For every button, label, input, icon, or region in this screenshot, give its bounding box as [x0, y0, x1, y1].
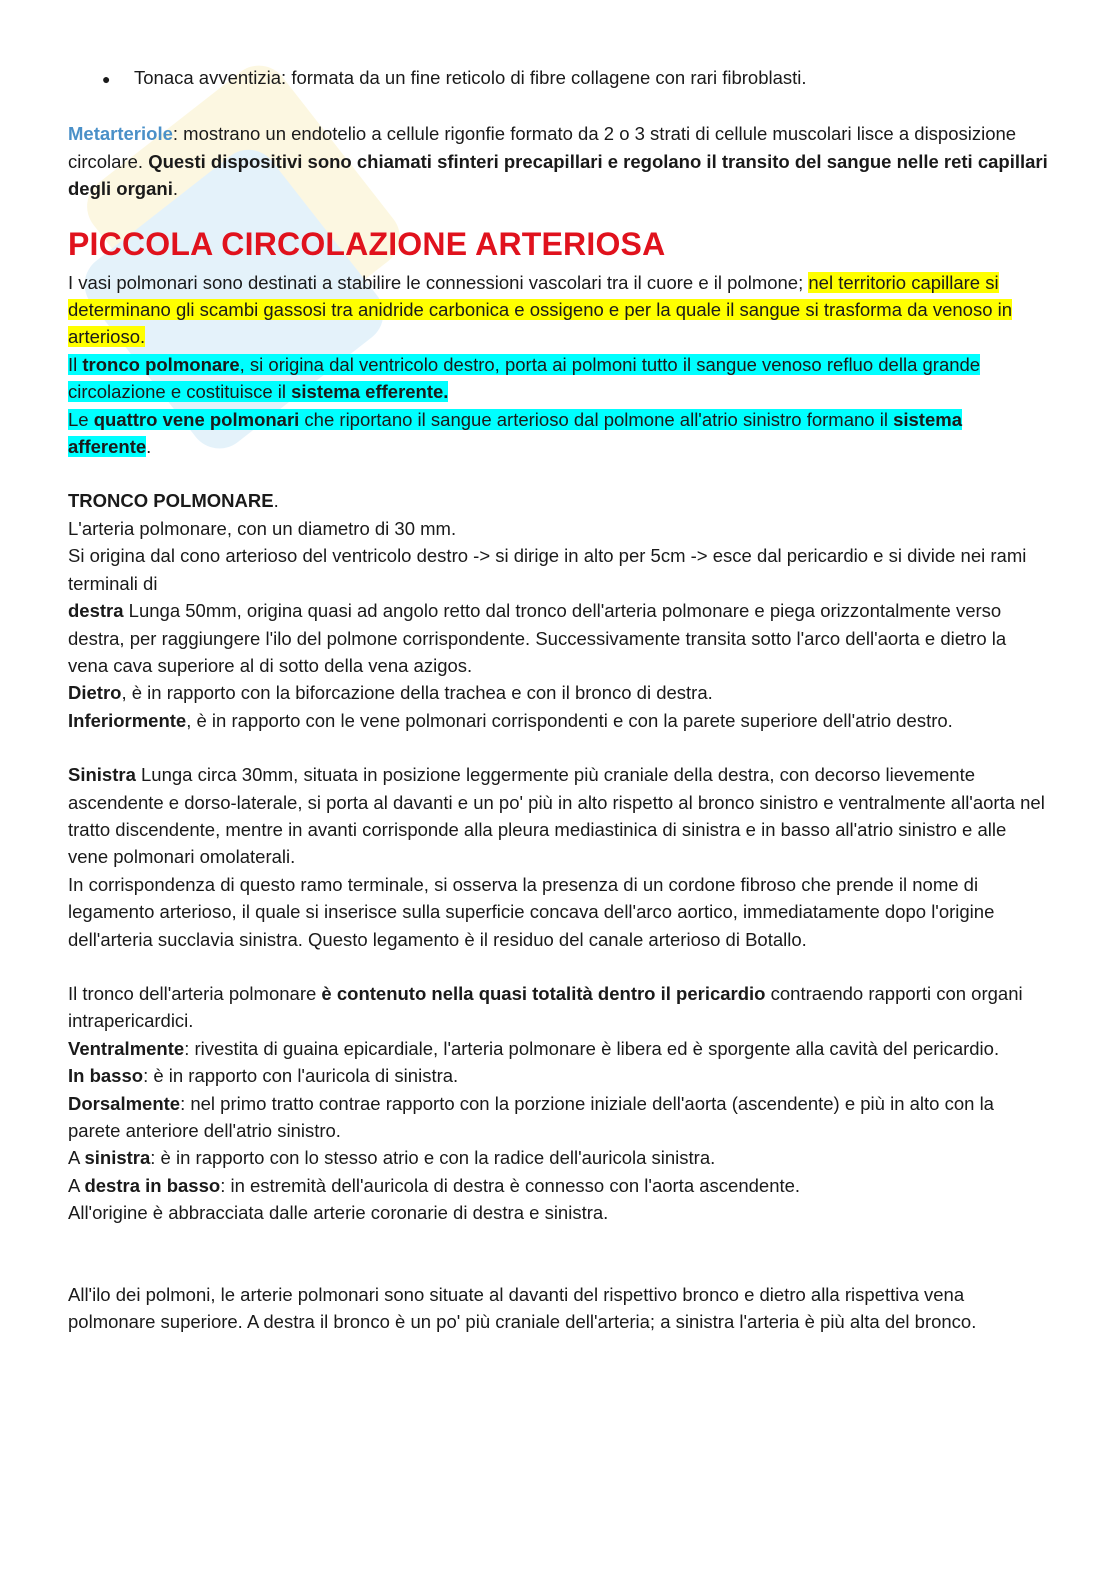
document-page [68, 64, 1048, 1335]
metarteriole-paragraph: Metarteriole: mostrano un endotelio a cellule rigonfie formato da 2 o 3 strati di cellule muscolari lisce a disposizione circolare. Questi dispositivi sono chiamati sfinteri precapillari e regolano il transito del sangue nelle reti capillari degli organi. [68, 123, 1048, 200]
metarteriole-term: Metarteriole [68, 123, 173, 145]
section-title: PICCOLA CIRCOLAZIONE ARTERIOSA [68, 225, 666, 262]
ilo-paragraph: All'ilo dei polmoni, le arterie polmonari sono situate al davanti del rispettivo bronco e dietro alla rispettiva vena polmonare superiore. A destra il bronco è un po' più craniale dell'arteria; a sinistra l'arteria è più alta del bronco. [68, 1283, 977, 1333]
intro-paragraph: I vasi polmonari sono destinati a stabilire le connessioni vascolari tra il cuore e il polmone; nel territorio capillare si determinano gli scambi gassosi tra anidride carbonica e ossigeno e per la quale il sangue si trasforma da venoso in arterioso. Il tronco polmonare, si origina dal ventricolo destro, porta ai polmoni tutto il sangue venoso refluo della grande circolazione e costituisce il sistema efferente. Le quattro vene polmonari che riportano il sangue arterioso dal polmone all'atrio sinistro formano il sistema afferente. [68, 271, 1013, 458]
bullet-dot-icon: ● [102, 71, 111, 87]
tronco-heading: TRONCO POLMONARE [68, 490, 274, 512]
cyan-highlight-afferente: Le quattro vene polmonari che riportano il sangue arterioso dal polmone all'atrio sinistro formano il sistema afferente [68, 408, 962, 458]
bullet-item [102, 64, 1048, 93]
bullet-text: Tonaca avventizia: formata da un fine reticolo di fibre collagene con rari fibroblasti. [134, 67, 807, 88]
yellow-highlight: nel territorio capillare si determinano gli scambi gassosi tra anidride carbonica e ossigeno e per la quale il sangue si trasforma da venoso in arterioso. [68, 271, 1013, 348]
cyan-highlight-efferente: Il tronco polmonare, si origina dal ventricolo destro, porta ai polmoni tutto il sangue venoso refluo della grande circolazione e costituisce il sistema efferente. [68, 353, 981, 403]
sinistra-paragraph: Sinistra Lunga circa 30mm, situata in posizione leggermente più craniale della destra, con decorso lievemente ascendente e dorso-laterale, si porta al davanti e un po' più in alto rispetto al bronco sinistro e ventralmente all'aorta nel tratto discendente, mentre in avanti corrisponde alla pleura mediastinica di sinistra e in basso all'atrio sinistro e alle vene polmonari omolaterali. In corrispondenza di questo ramo terminale, si osserva la presenza di un cordone fibroso che prende il nome di legamento arterioso, il quale si inserisce sulla superficie concava dell'arco aortico, immediatamente dopo l'origine dell'arteria succlavia sinistra. Questo legamento è il residuo del canale arterioso di Botallo. [68, 764, 1045, 950]
tronco-section: TRONCO POLMONARE. L'arteria polmonare, con un diametro di 30 mm. Si origina dal cono arterioso del ventricolo destro -> si dirige in alto per 5cm -> esce dal pericardio e si divide nei rami terminali di destra Lunga 50mm, origina quasi ad angolo retto dal tronco dell'arteria polmonare e piega orizzontalmente verso destra, per raggiungere l'ilo del polmone corrispondente. Successivamente transita sotto l'arco dell'aorta e dietro la vena cava superiore al di sotto della vena azigos. Dietro, è in rapporto con la biforcazione della trachea e con il bronco di destra. Inferiormente, è in rapporto con le vene polmonari corrispondenti e con la parete superiore dell'atrio destro. [68, 490, 1027, 731]
rapporti-paragraph: Il tronco dell'arteria polmonare è contenuto nella quasi totalità dentro il pericardio contraendo rapporti con organi intrapericardici. Ventralmente: rivestita di guaina epicardiale, l'arteria polmonare è libera ed è sporgente alla cavità del pericardio. In basso: è in rapporto con l'auricola di sinistra. Dorsalmente: nel primo tratto contrae rapporto con la porzione iniziale dell'aorta (ascendente) e più in alto con la parete anteriore dell'atrio sinistro. A sinistra: è in rapporto con lo stesso atrio e con la radice dell'auricola sinistra. A destra in basso: in estremità dell'auricola di destra è connesso con l'aorta ascendente. All'origine è abbracciata dalle arterie coronarie di destra e sinistra. [68, 982, 1023, 1224]
